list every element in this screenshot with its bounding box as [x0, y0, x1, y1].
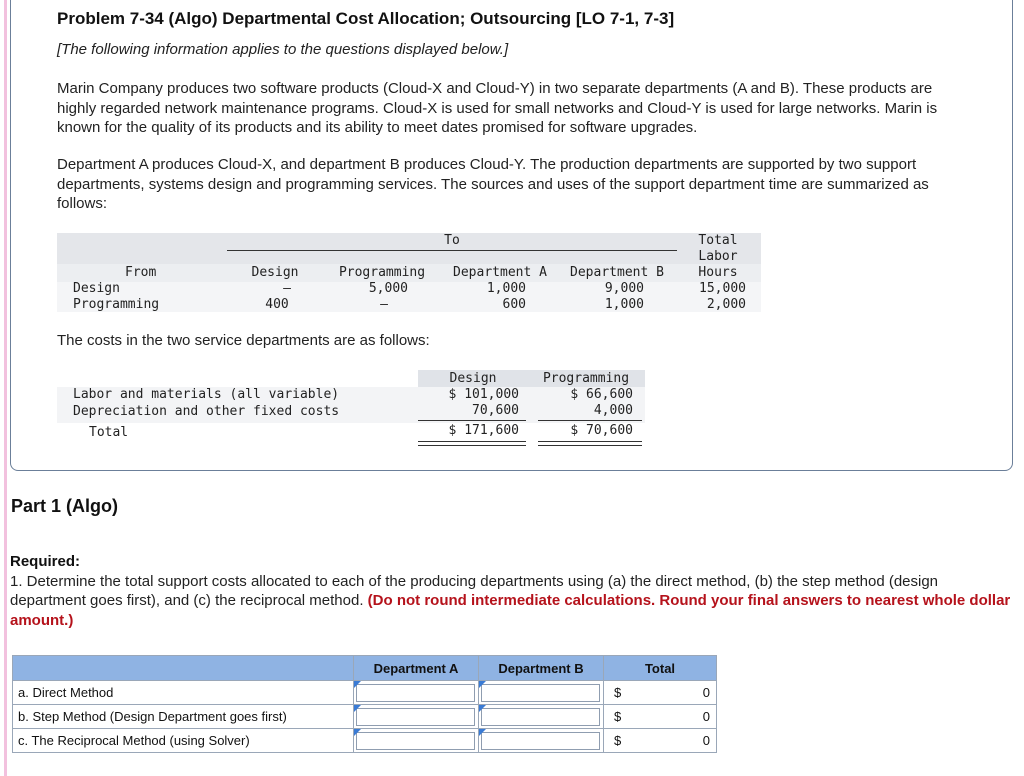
cost-col-design: Design: [449, 371, 497, 386]
answer-row-reciprocal: [13, 729, 717, 753]
subtotal-rule-design: [418, 420, 526, 421]
input-flag-icon: [479, 705, 486, 712]
required-instructions: [10, 552, 1014, 630]
reciprocal-total-value: 0: [702, 733, 710, 748]
answer-row-direct: [13, 681, 717, 705]
total-header-2: Labor: [698, 249, 738, 264]
answer-table: [12, 655, 717, 753]
answer-header-department-b: Department B: [479, 656, 604, 681]
cost-row-label-labor: Labor and materials (all variable): [73, 387, 340, 402]
cell-design-dept-a: 1,000: [486, 281, 526, 296]
input-flag-icon: [354, 729, 361, 736]
answer-header-department-a: Department A: [354, 656, 479, 681]
cost-labor-design: $ 101,000: [448, 387, 519, 402]
applies-note: [The following information applies to the questions displayed below.]: [57, 41, 509, 58]
input-flag-icon: [479, 729, 486, 736]
direct-total-value: 0: [702, 685, 710, 700]
answer-header-row: [13, 656, 717, 681]
direct-dept-b-input[interactable]: [481, 684, 600, 702]
step-dept-a-input[interactable]: [356, 708, 475, 726]
row-label-programming: Programming: [73, 297, 160, 312]
reciprocal-dept-a-input[interactable]: [356, 732, 475, 750]
total-header-3: Hours: [698, 265, 738, 280]
intro-paragraph: Marin Company produces two software products (Cloud-X and Cloud-Y) in two separate departments (A and B). These products are highly regarded network maintenance programs. Cloud-X is used for small networks and Cloud-Y is used for large networks. Marin is known for the quality of its products and its ability to meet dates promised for software upgrades.: [57, 80, 938, 136]
step-dept-b-input[interactable]: [481, 708, 600, 726]
required-text: 1. Determine the total support costs allocated to each of the producing departments using (a) the direct method, (b) the step method (design department goes first), and (c) the reciprocal method.: [10, 572, 939, 609]
time-table-header-band: [57, 233, 761, 264]
cost-row-label-total: Total: [89, 425, 129, 440]
answer-row-label: b. Step Method (Design Department goes first): [13, 705, 354, 729]
total-header-1: Total: [698, 233, 738, 248]
subtotal-rule-programming: [538, 420, 642, 421]
cost-total-programming: $ 70,600: [570, 423, 633, 438]
required-label: Required:: [10, 553, 81, 570]
answer-row-step: [13, 705, 717, 729]
cost-col-programming: Programming: [542, 371, 630, 386]
cell-design-dept-b: 9,000: [604, 281, 644, 296]
step-total-value: 0: [702, 709, 710, 724]
to-rule: [227, 250, 677, 251]
cell-programming-total: 2,000: [706, 297, 746, 312]
cost-depreciation-programming: 4,000: [593, 403, 633, 418]
currency-symbol: $: [614, 685, 622, 700]
answer-header-total: Total: [604, 656, 717, 681]
answer-header-blank: [13, 656, 354, 681]
row-label-design: Design: [73, 281, 120, 296]
left-accent-bar: [4, 0, 7, 776]
rounding-instruction: (Do not round intermediate calculations. Round your final answers to nearest whole dollar amount.): [10, 592, 1011, 629]
answer-row-label: a. Direct Method: [13, 681, 354, 705]
departments-paragraph: Department A produces Cloud-X, and department B produces Cloud-Y. The production departments are supported by two support departments, systems design and programming services. The sources and uses of the support department time are summarized as follows:: [57, 156, 929, 212]
reciprocal-dept-b-input[interactable]: [481, 732, 600, 750]
cost-depreciation-design: 70,600: [472, 403, 519, 418]
input-flag-icon: [354, 681, 361, 688]
col-programming: Programming: [338, 265, 426, 280]
cost-total-design: $ 171,600: [448, 423, 519, 438]
cell-design-programming: 5,000: [368, 281, 408, 296]
part-heading: Part 1 (Algo): [11, 496, 119, 516]
input-flag-icon: [354, 705, 361, 712]
cell-programming-design: 400: [265, 297, 289, 312]
currency-symbol: $: [614, 733, 622, 748]
to-label: To: [444, 233, 460, 248]
col-department-b: Department B: [570, 265, 664, 280]
answer-row-label: c. The Reciprocal Method (using Solver): [13, 729, 354, 753]
from-label: From: [125, 265, 157, 280]
cell-programming-programming: –: [380, 297, 388, 312]
currency-symbol: $: [614, 709, 622, 724]
total-double-rule-programming: [538, 441, 642, 446]
col-design: Design: [251, 265, 299, 280]
total-double-rule-design: [418, 441, 526, 446]
cell-design-design: –: [283, 281, 291, 296]
cost-labor-programming: $ 66,600: [570, 387, 633, 402]
costs-intro: The costs in the two service departments are as follows:: [57, 332, 430, 349]
cell-design-total: 15,000: [699, 281, 746, 296]
input-flag-icon: [479, 681, 486, 688]
cell-programming-dept-a: 600: [502, 297, 526, 312]
cost-row-label-depreciation: Depreciation and other fixed costs: [73, 404, 340, 419]
direct-dept-a-input[interactable]: [356, 684, 475, 702]
problem-title: Problem 7-34 (Algo) Departmental Cost Allocation; Outsourcing [LO 7-1, 7-3]: [57, 9, 675, 28]
cell-programming-dept-b: 1,000: [604, 297, 644, 312]
col-department-a: Department A: [453, 265, 547, 280]
